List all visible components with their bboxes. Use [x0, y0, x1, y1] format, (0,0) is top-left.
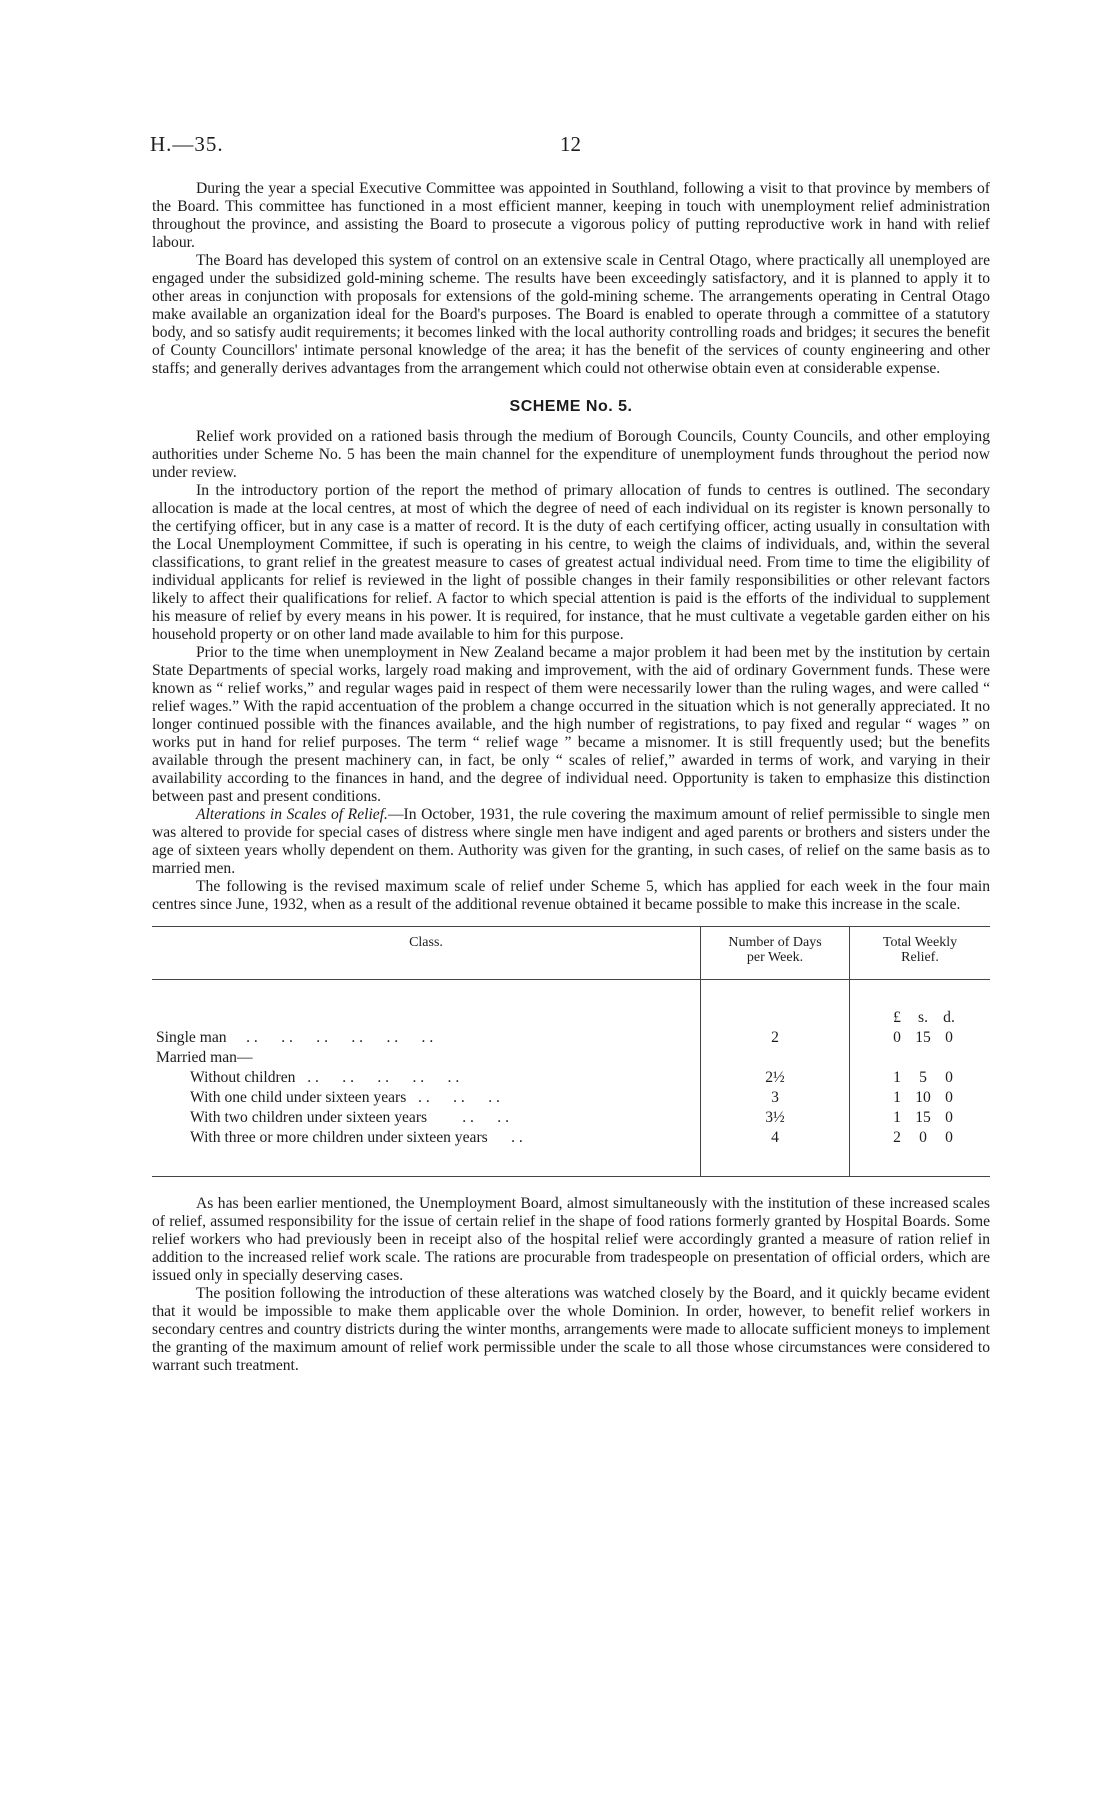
- document-reference: H.—35.: [150, 132, 224, 156]
- paragraph: In the introductory portion of the report the method of primary allocation of funds to centres is outlined. The secondary allocation is made at the local centres, at most of which the degree of need of each individual on its register is known personally to the certifying officer, but in any case is a matter of record. It is the duty of each certifying officer, acting usually in consultation with the Local Unemployment Committee, if such is operating in his centre, to weigh the claims of individuals, and, within the several classifications, to grant relief in the greatest measure to cases of greatest actual individual need. From time to time the eligibility of individual applicants for relief is reviewed in the light of possible changes in their family responsibilities or other relevant factors likely to affect their qualifications for relief. A factor to which special attention is paid is the efforts of the individual to supplement his measure of relief by every means in his power. It is required, for instance, that he must cultivate a vegetable garden either on his household property or on other land made available to him for this purpose.: [152, 482, 990, 643]
- table-row: Without children . . . . . . . . . . 2½ 1 5 0: [152, 1068, 990, 1088]
- alterations-text: —In October, 1931, the rule covering the maximum amount of relief permissible to single men was altered to provide for special cases of distress where single men have indigent and aged parents or brothers and sisters under the age of sixteen years wholly dependent on them. Authority was given for the granting, in such cases, of relief on the same basis as to married men.: [152, 806, 991, 877]
- paragraph: The position following the introduction of these alterations was watched closely by the Board, and it quickly became evident that it would be impossible to make them applicable over the whole Dominion. In order, however, to benefit relief workers in secondary centres and country districts during the winter months, arrangements were made to allocate sufficient moneys to implement the granting of the maximum amount of relief work permissible under the scale to all those whose circumstances were considered to warrant such treatment.: [152, 1285, 990, 1374]
- section-heading: SCHEME No. 5.: [509, 398, 633, 415]
- alterations-title: Alterations in Scales of Relief.: [196, 806, 388, 823]
- document-body: [152, 180, 990, 1375]
- paragraph: During the year a special Executive Committee was appointed in Southland, following a visit to that province by members of the Board. This committee has functioned in a most efficient manner, keeping in touch with unemployment relief administration throughout the province, and assisting the Board to prosecute a vigorous policy of putting reproductive work in hand with relief labour.: [152, 180, 990, 251]
- table-intro-paragraph: The following is the revised maximum scale of relief under Scheme 5, which has applied for each week in the four main centres since June, 1932, when as a result of the additional revenue obtained it became possible to make this increase in the scale.: [152, 878, 990, 913]
- relief-header: Total Weekly Relief.: [850, 927, 991, 980]
- page-number: 12: [560, 132, 581, 156]
- relief-scale-table: [152, 926, 990, 1177]
- page-header: [150, 132, 1010, 162]
- paragraph: The Board has developed this system of control on an extensive scale in Central Otago, where practically all unemployed are engaged under the subsidized gold-mining scheme. The results have been exceedingly satisfactory, and it is planned to apply it to other areas in conjunction with proposals for extensions of the gold-mining scheme. The arrangements operating in Central Otago make available an organization ideal for the Board's purposes. The Board is enabled to operate through a committee of a statutory body, and so satisfy audit requirements; it becomes linked with the local authority controlling roads and bridges; it secures the benefit of County Councillors' intimate personal knowledge of the area; it has the benefit of the services of county engineering and other staffs; and generally derives advantages from the arrangement which could not otherwise obtain even at considerable expense.: [152, 252, 990, 377]
- table-header-row: [152, 927, 990, 980]
- paragraph: Prior to the time when unemployment in New Zealand became a major problem it had been met by the institution by certain State Departments of special works, largely road making and improvement, with the aid of ordinary Government funds. These were known as “ relief works,” and regular wages paid in respect of them were necessarily lower than the ruling wages, and were called “ relief wages.” With the rapid accentuation of the problem a change occurred in the situation which is not generally appreciated. It no longer continued possible with the finances available, and the high number of registrations, to pay fixed and regular “ wages ” on works put in hand for relief purposes. The term “ relief wage ” became a misnomer. It is still frequently used; but the benefits available through the present machinery can, in fact, be only “ scales of relief,” awarded in terms of work, and varying in their availability according to the finances in hand, and the degree of individual need. Opportunity is taken to emphasize this distinction between past and present conditions.: [152, 644, 990, 805]
- class-header: Class.: [152, 927, 701, 980]
- table-row: With two children under sixteen years . . . . 3½ 1 15 0: [152, 1108, 990, 1128]
- table-row: Single man . . . . . . . . . . . . 2 0 15 0: [152, 1028, 990, 1048]
- days-header: Number of Days per Week.: [701, 927, 850, 980]
- paragraph: Relief work provided on a rationed basis through the medium of Borough Councils, County Councils, and other employing authorities under Scheme No. 5 has been the main channel for the expenditure of unemployment funds throughout the period now under review.: [152, 428, 990, 481]
- currency-row: £ s. d.: [152, 1008, 990, 1028]
- table-row: With one child under sixteen years . . . . . . 3 1 10 0: [152, 1088, 990, 1108]
- paragraph: As has been earlier mentioned, the Unemployment Board, almost simultaneously with the institution of these increased scales of relief, assumed responsibility for the issue of certain relief in the shape of food rations formerly granted by Hospital Boards. Some relief workers who had previously been in receipt also of the hospital relief were accordingly granted a measure of ration relief in addition to the increased relief work scale. The rations are procurable from tradespeople on presentation of official orders, which are issued only in specially deserving cases.: [152, 1195, 990, 1284]
- table-row: Married man—: [152, 1048, 990, 1068]
- alterations-paragraph: [152, 806, 990, 878]
- table-row: With three or more children under sixteen years . . 4 2 0 0: [152, 1128, 990, 1148]
